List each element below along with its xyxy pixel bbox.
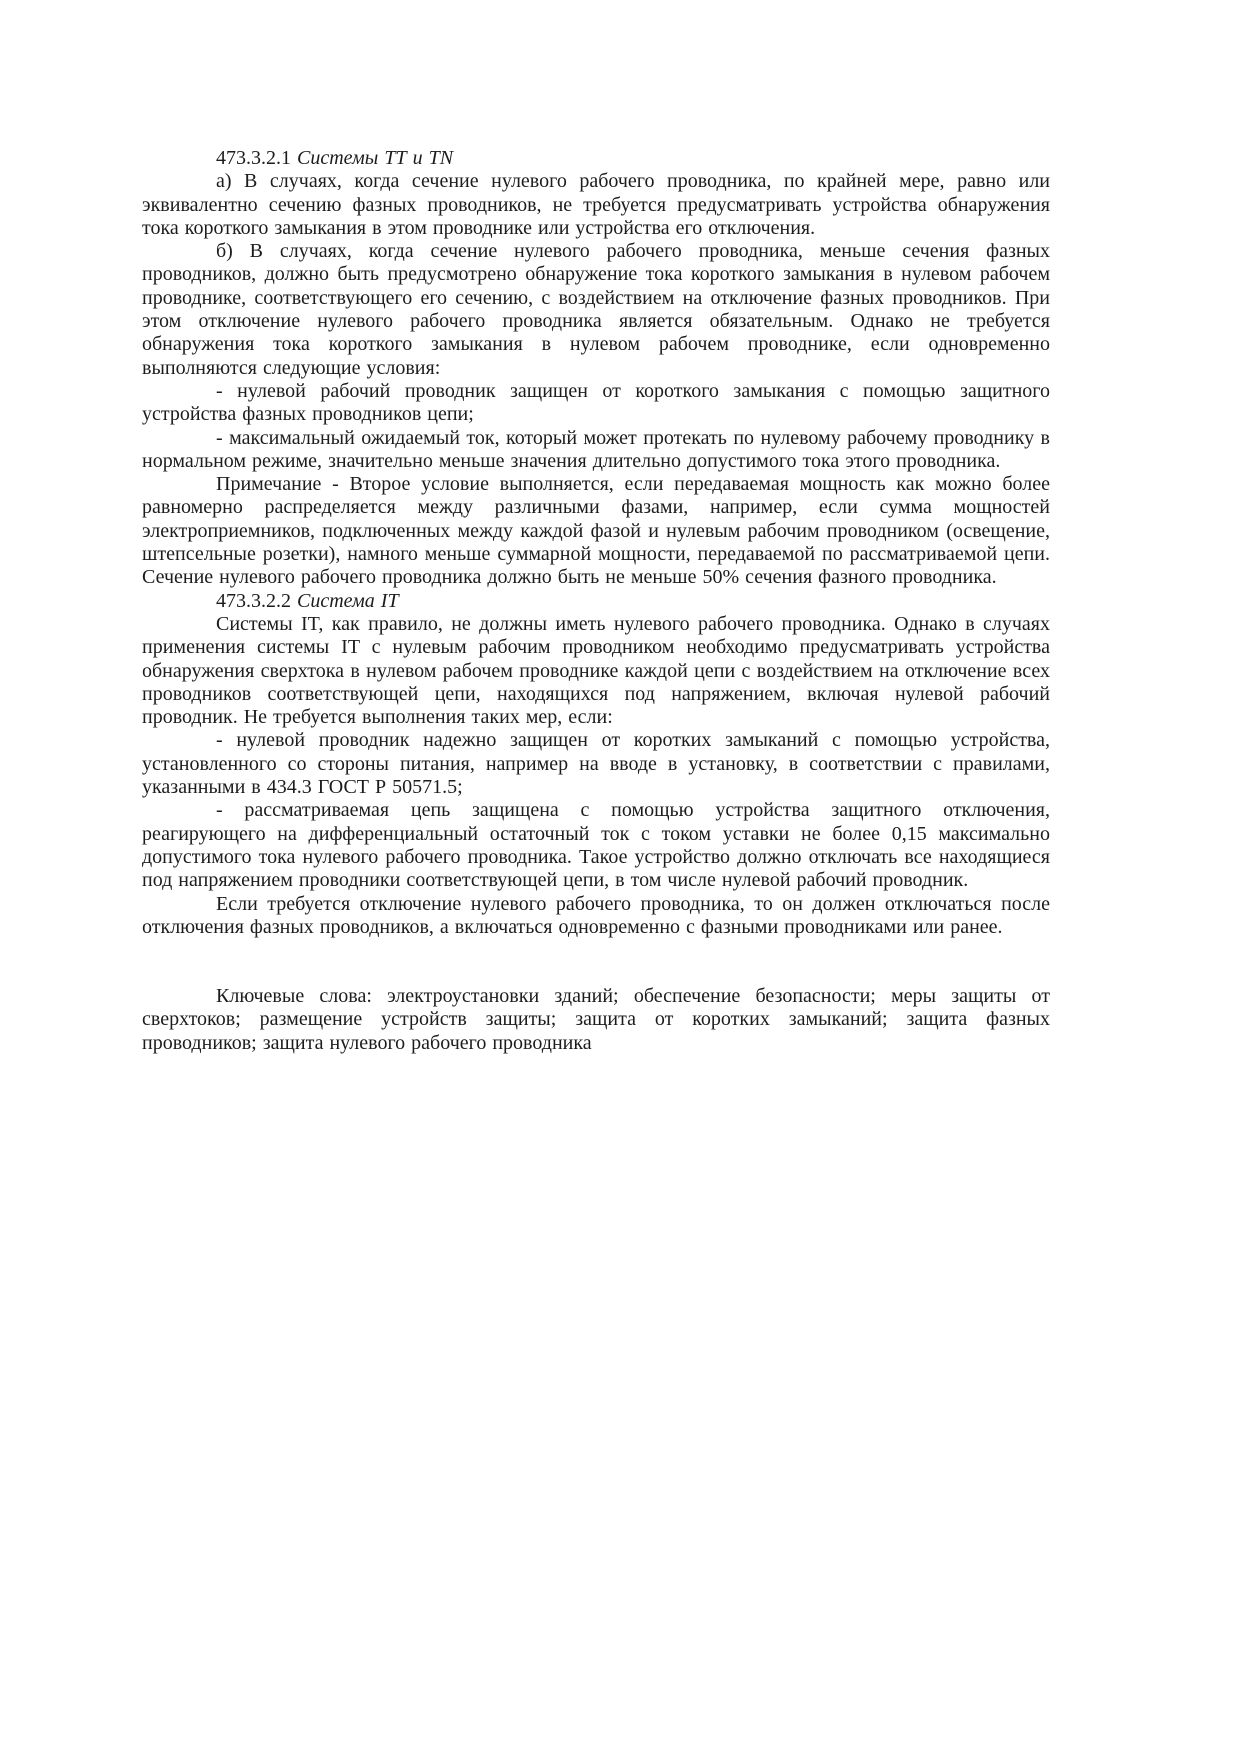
section-number: 473.3.2.1 [216,147,291,169]
note-paragraph: Примечание - Второе условие выполняется, если передаваемая мощность как можно более равномерно распределяется между различными фазами, например, если сумма мощностей электроприемников, подключенных между каждой фазой и нулевым рабочим проводником (освещение, штепсельные розетки), намного меньше суммарной мощности, передаваемой по рассматриваемой цепи. Сечение нулевого рабочего проводника должно быть не меньше 50% сечения фазного проводника. [142,473,1050,589]
keywords-paragraph: Ключевые слова: электроустановки зданий; обеспечение безопасности; меры защиты от сверхтоков; размещение устройств защиты; защита от коротких замыканий; защита фазных проводников; защита нулевого рабочего проводника [142,985,1050,1054]
section-number: 473.3.2.2 [216,589,291,612]
paragraph-item-a: а) В случаях, когда сечение нулевого рабочего проводника, по крайней мере, равно или эквивалентно сечению фазных проводников, не требуется предусматривать устройства обнаружения тока короткого замыкания в этом проводнике или устройства его отключения. [142,170,1050,239]
document-body [142,147,1050,1055]
section-heading-473-3-2-1 [142,147,1050,170]
list-item-neutral-protected: - нулевой рабочий проводник защищен от короткого замыкания с помощью защитного устройства фазных проводников цепи; [142,379,1050,426]
paragraph-item-b: б) В случаях, когда сечение нулевого рабочего проводника, меньше сечения фазных проводников, должно быть предусмотрено обнаружение тока короткого замыкания в нулевом рабочем проводнике, соответствующего его сечению, с воздействием на отключение фазных проводников. При этом отключение нулевого рабочего проводника является обязательным. Однако не требуется обнаружения тока короткого замыкания в нулевом рабочем проводнике, если одновременно выполняются следующие условия: [142,240,1050,379]
list-item-rcd-protection: - рассматриваемая цепь защищена с помощью устройства защитного отключения, реагирующего на дифференциальный остаточный ток с током уставки не более 0,15 максимально допустимого тока нулевого рабочего проводника. Такое устройство должно отключать все находящиеся под напряжением проводники соответствующей цепи, в том числе нулевой рабочий проводник. [142,799,1050,892]
paragraph-disconnection-order: Если требуется отключение нулевого рабочего проводника, то он должен отключаться после отключения фазных проводников, а включаться одновременно с фазными проводниками или ранее. [142,892,1050,938]
section-heading-473-3-2-2 [142,590,1050,613]
section-title: Системы ТТ и TN [297,147,454,169]
section-title: Система IT [297,589,399,612]
list-item-max-expected-current: - максимальный ожидаемый ток, который может протекать по нулевому рабочему проводнику в нормальном режиме, значительно меньше значения длительно допустимого тока этого проводника. [142,426,1050,472]
paragraph-it-systems: Системы IT, как правило, не должны иметь нулевого рабочего проводника. Однако в случаях применения системы IT с нулевым рабочим проводником необходимо предусматривать устройства обнаружения сверхтока в нулевом рабочем проводнике каждой цепи с воздействием на отключение всех проводников соответствующей цепи, находящихся под напряжением, включая нулевой рабочий проводник. Не требуется выполнения таких мер, если: [142,612,1050,729]
list-item-neutral-reliably-protected: - нулевой проводник надежно защищен от коротких замыканий с помощью устройства, установленного со стороны питания, например на вводе в установку, в соответствии с правилами, указанными в 434.3 ГОСТ Р 50571.5; [142,729,1050,799]
